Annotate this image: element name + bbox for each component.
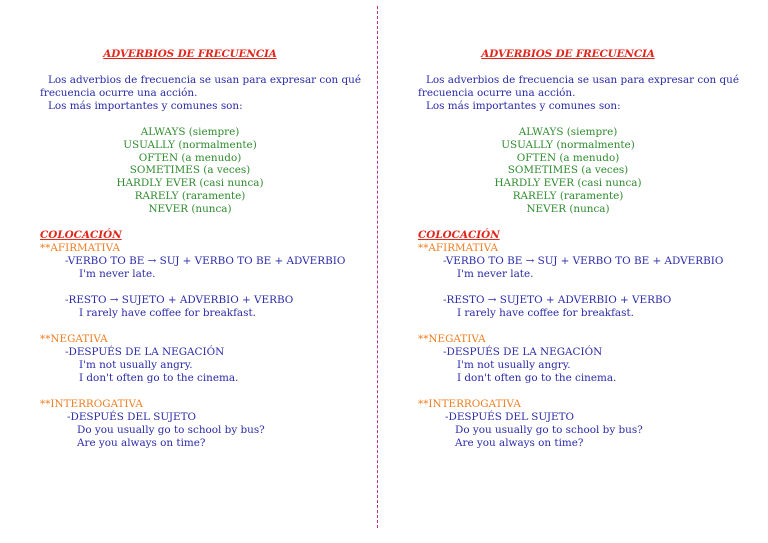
afirmativa-rule: -RESTO → SUJETO + ADVERBIO + VERBO <box>443 293 672 306</box>
adverb-item: OFTEN (a menudo) <box>138 151 242 164</box>
interrogativa-example: Do you usually go to school by bus? <box>77 423 265 436</box>
negativa-rule: -DESPUÉS DE LA NEGACIÓN <box>65 345 225 358</box>
interrogativa-example: Are you always on time? <box>77 436 206 449</box>
interrogativa-rule: -DESPUÉS DEL SUJETO <box>445 410 575 423</box>
adverb-item: NEVER (nunca) <box>526 202 610 215</box>
intro-line: frecuencia ocurre una acción. <box>418 87 576 99</box>
page-divider <box>377 6 378 528</box>
adverb-item: USUALLY (normalmente) <box>501 138 635 151</box>
adverb-item: SOMETIMES (a veces) <box>507 164 629 177</box>
afirmativa-example: I rarely have coffee for breakfast. <box>457 306 634 319</box>
negativa-rule: -DESPUÉS DE LA NEGACIÓN <box>443 345 603 358</box>
interrogativa-rule: -DESPUÉS DEL SUJETO <box>67 410 197 423</box>
card-right <box>418 48 739 450</box>
adverb-item: RARELY (raramente) <box>512 189 624 202</box>
intro-text <box>418 74 739 113</box>
interrogativa-example: Are you always on time? <box>455 436 584 449</box>
adverb-item: OFTEN (a menudo) <box>516 151 620 164</box>
afirmativa-rule: -RESTO → SUJETO + ADVERBIO + VERBO <box>65 293 294 306</box>
adverb-item: NEVER (nunca) <box>148 202 232 215</box>
card-left <box>40 48 361 450</box>
intro-line: Los adverbios de frecuencia se usan para expresar con qué <box>426 74 739 86</box>
intro-line: Los adverbios de frecuencia se usan para expresar con qué <box>48 74 361 86</box>
negativa-label: **NEGATIVA <box>418 332 486 345</box>
afirmativa-label: **AFIRMATIVA <box>40 241 120 254</box>
intro-line: Los más importantes y comunes son: <box>426 100 621 112</box>
adverb-item: HARDLY EVER (casi nunca) <box>494 177 642 190</box>
afirmativa-rule: -VERBO TO BE → SUJ + VERBO TO BE + ADVERBIO <box>443 254 724 267</box>
negativa-example: I'm not usually angry. <box>457 358 571 371</box>
negativa-example: I don't often go to the cinema. <box>457 371 617 384</box>
negativa-example: I'm not usually angry. <box>79 358 193 371</box>
adverb-item: ALWAYS (siempre) <box>518 126 618 138</box>
adverb-list <box>40 126 340 216</box>
card-title: ADVERBIOS DE FRECUENCIA <box>481 48 655 60</box>
adverb-item: RARELY (raramente) <box>134 189 246 202</box>
interrogativa-example: Do you usually go to school by bus? <box>455 423 643 436</box>
intro-line: frecuencia ocurre una acción. <box>40 87 198 99</box>
negativa-example: I don't often go to the cinema. <box>79 371 239 384</box>
colocacion-heading: COLOCACIÓN <box>418 228 500 241</box>
adverb-item: HARDLY EVER (casi nunca) <box>116 177 264 190</box>
colocacion-heading: COLOCACIÓN <box>40 228 122 241</box>
adverb-list <box>418 126 718 216</box>
intro-text <box>40 74 361 113</box>
adverb-item: USUALLY (normalmente) <box>123 138 257 151</box>
interrogativa-label: **INTERROGATIVA <box>418 397 521 410</box>
intro-line: Los más importantes y comunes son: <box>48 100 243 112</box>
afirmativa-example: I'm never late. <box>79 267 156 280</box>
afirmativa-example: I rarely have coffee for breakfast. <box>79 306 256 319</box>
adverb-item: SOMETIMES (a veces) <box>129 164 251 177</box>
afirmativa-example: I'm never late. <box>457 267 534 280</box>
afirmativa-label: **AFIRMATIVA <box>418 241 498 254</box>
adverb-item: ALWAYS (siempre) <box>140 126 240 138</box>
card-title: ADVERBIOS DE FRECUENCIA <box>103 48 277 60</box>
interrogativa-label: **INTERROGATIVA <box>40 397 143 410</box>
negativa-label: **NEGATIVA <box>40 332 108 345</box>
afirmativa-rule: -VERBO TO BE → SUJ + VERBO TO BE + ADVERBIO <box>65 254 346 267</box>
